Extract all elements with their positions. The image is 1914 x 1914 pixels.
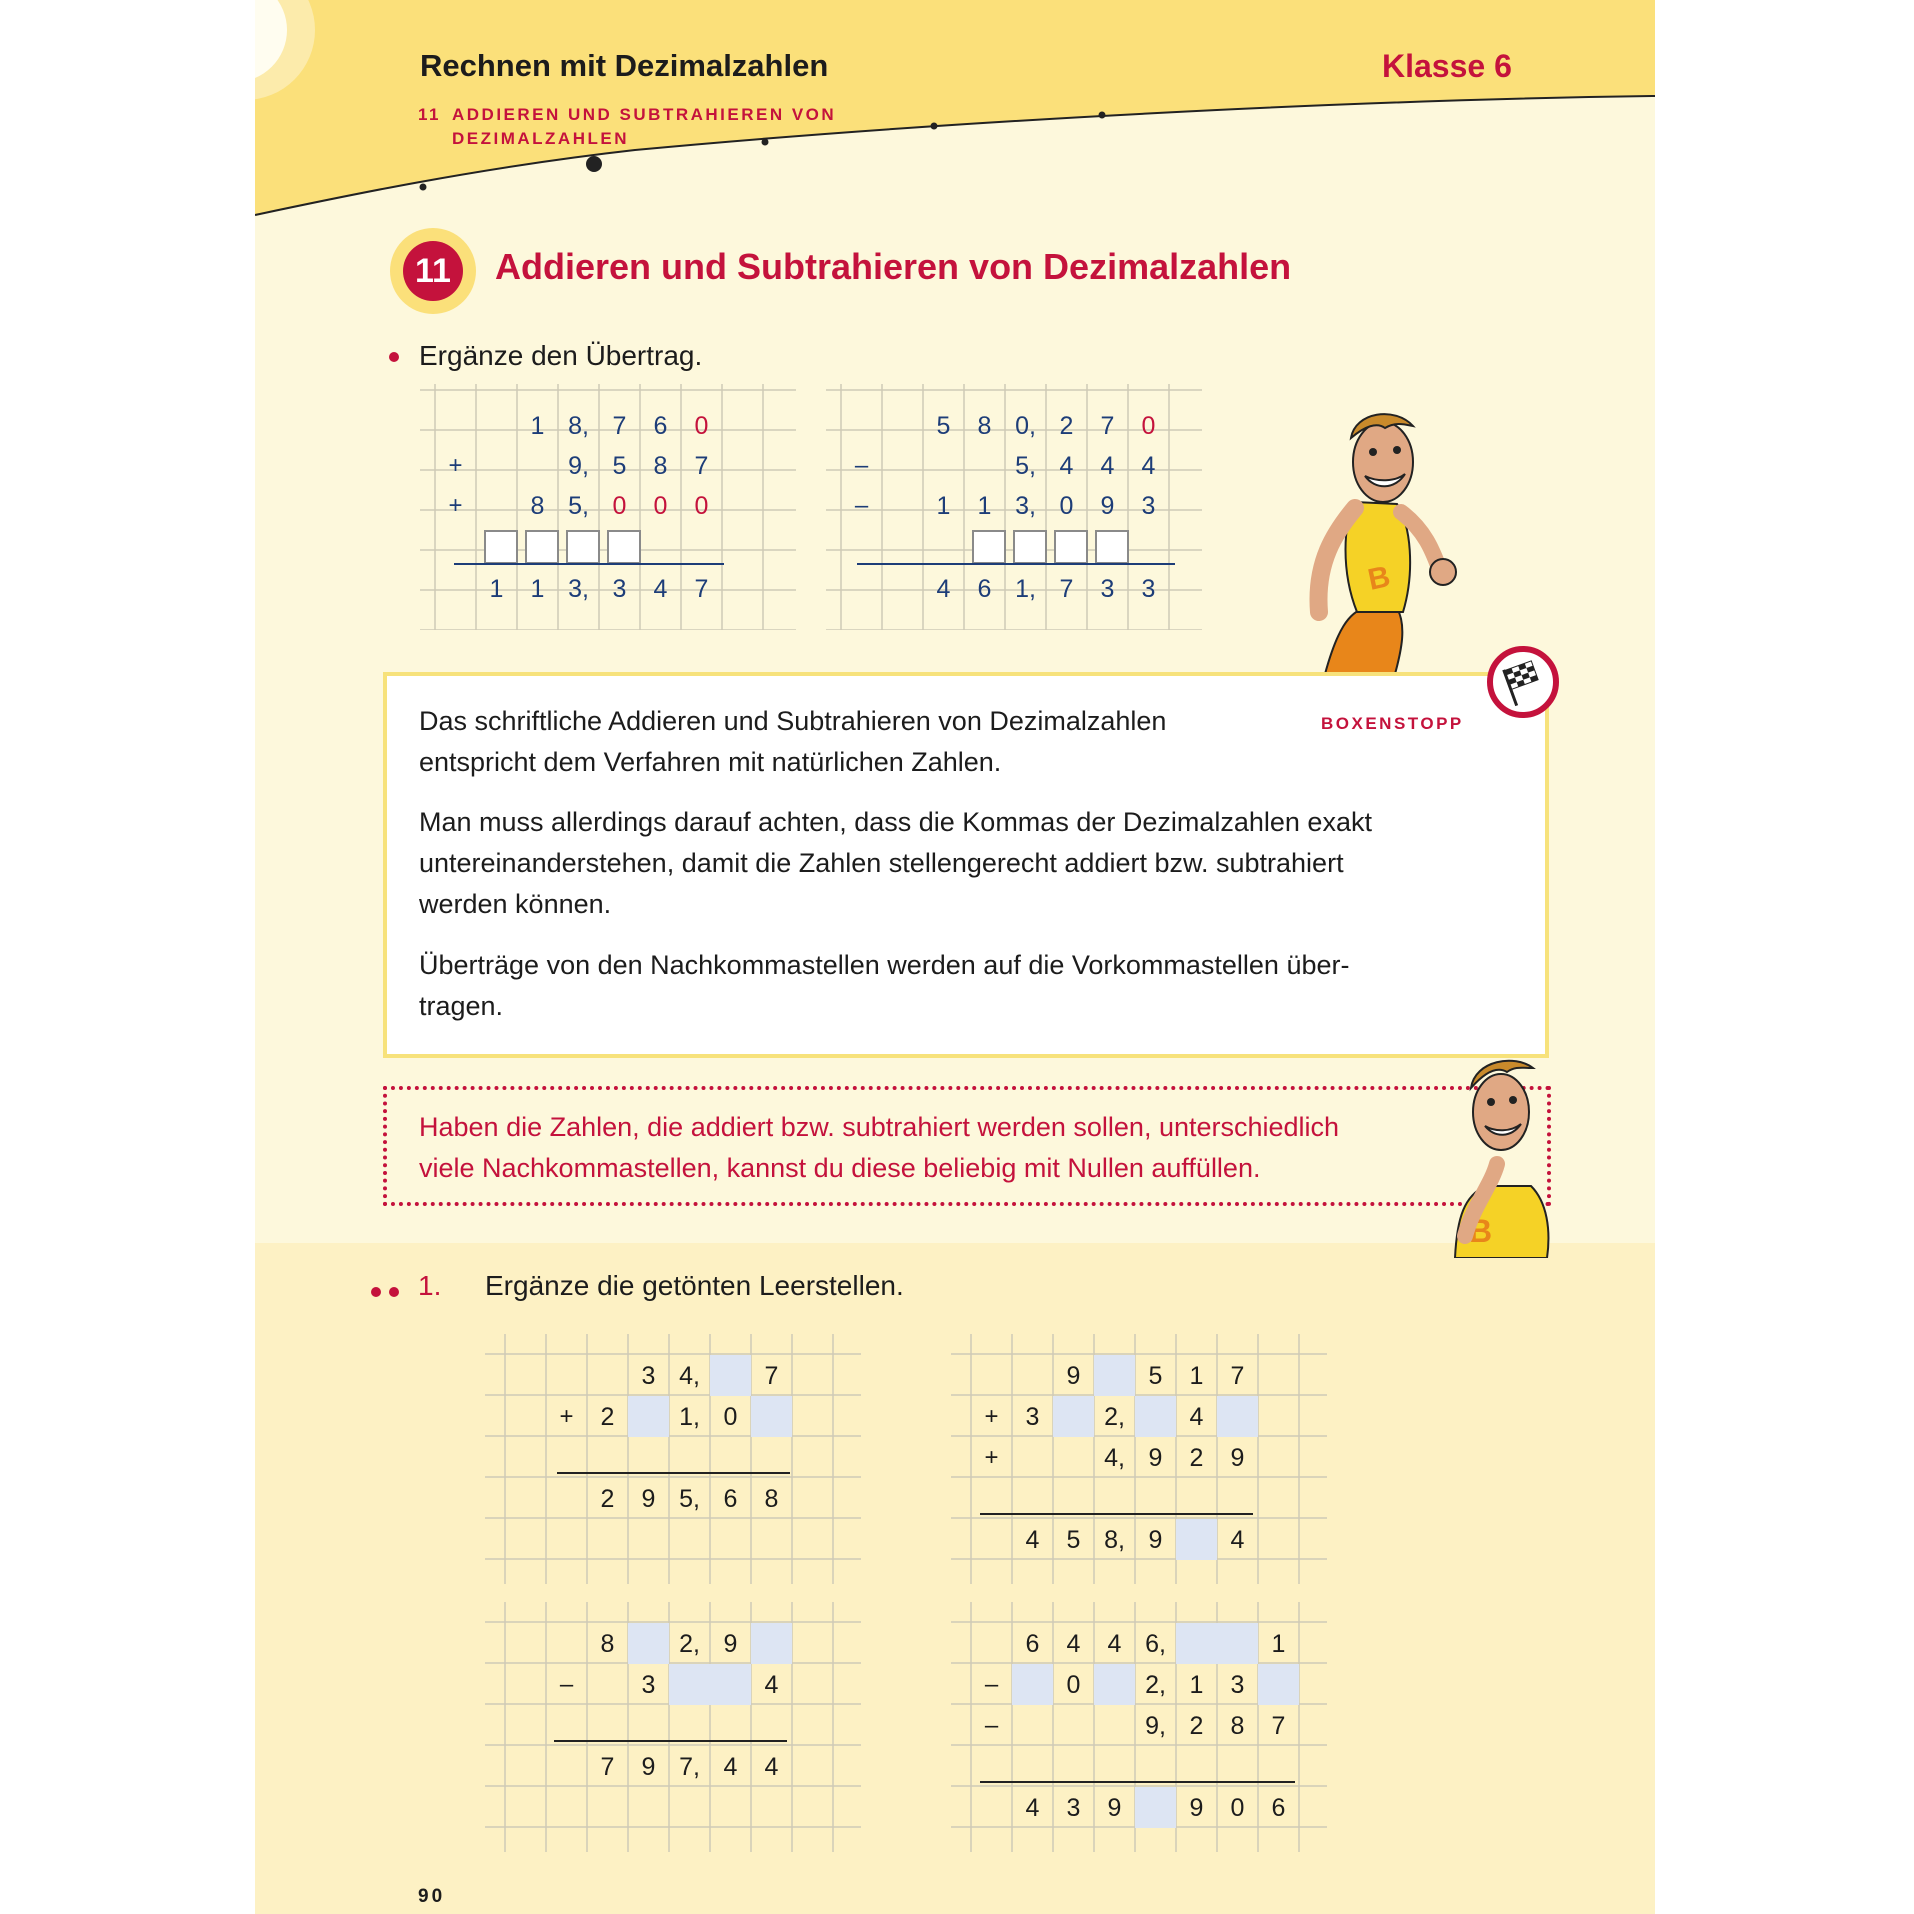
blank-cell-input[interactable] [628,1623,669,1664]
digit: 1 [936,492,951,520]
digit: 5 [612,452,627,480]
digit: 7 [1059,575,1074,603]
grade-label: Klasse 6 [1382,48,1512,84]
digit: 7 [612,412,627,440]
digit: 5, [1015,452,1036,480]
svg-text:B: B [1469,1213,1493,1249]
digit: 6 [977,575,992,603]
bullet-icon [371,1287,381,1297]
minus-sign: – [984,1671,999,1698]
digit: 6 [653,412,668,440]
digit: 2 [600,1485,615,1513]
digit: 9 [723,1630,738,1658]
digit: 6 [1271,1794,1286,1822]
digit: 3 [1025,1403,1040,1431]
page-header-title: Rechnen mit Dezimalzahlen [420,48,829,83]
digit: 8 [764,1485,779,1513]
digit: 4 [653,575,668,603]
sum-line [554,1740,787,1742]
plus-sign: + [448,492,463,519]
digit: 3 [612,575,627,603]
digit: 4 [1025,1526,1040,1554]
digit: 7 [764,1362,779,1390]
text-line: Überträge von den Nachkommastellen werden auf die Vorkommastellen über- [419,950,1350,980]
digit: 6 [1025,1630,1040,1658]
digit: 7 [694,575,709,603]
digit: 5 [936,412,951,440]
svg-text:B: B [1365,560,1394,597]
digit: 4 [723,1753,738,1781]
sum-line [454,563,724,565]
digit-filled-zero: 0 [694,492,709,520]
digit: 8 [977,412,992,440]
digit: 4 [936,575,951,603]
digit: 8, [568,412,589,440]
text-line: Das schriftliche Addieren und Subtrahieren von Dezimalzahlen [419,706,1167,736]
digit: 2, [1145,1671,1166,1699]
blank-cell-input[interactable] [1012,1664,1053,1705]
digit: 4, [679,1362,700,1390]
blank-cell-input[interactable] [1094,1664,1135,1705]
sum-line [980,1513,1253,1515]
digit-filled-zero: 0 [1141,412,1156,440]
text-line: entspricht dem Verfahren mit natürlichen Zahlen. [419,747,1002,777]
boxenstopp-paragraph-1 [419,701,1539,783]
digit: 8 [600,1630,615,1658]
digit: 2 [1189,1712,1204,1740]
carry-input[interactable] [566,530,600,564]
plus-sign: + [448,452,463,479]
digit: 9 [1189,1794,1204,1822]
blank-cell-input[interactable] [1094,1355,1135,1396]
sum-line [557,1472,790,1474]
blank-cell-input[interactable] [751,1623,792,1664]
chapter-number: 11 [418,105,441,124]
digit: 7 [1271,1712,1286,1740]
blank-cell-input[interactable] [1176,1623,1217,1664]
digit: 0 [1066,1671,1081,1699]
digit: 3, [1015,492,1036,520]
digit: 2 [600,1403,615,1431]
digit: 1 [530,412,545,440]
digit: 4 [1141,452,1156,480]
exercise-instruction: Ergänze die getönten Leerstellen. [485,1270,904,1301]
plus-sign: + [559,1403,574,1430]
section-number: 11 [403,241,463,301]
digit: 9, [1145,1712,1166,1740]
worksheet-page [255,0,1655,1914]
blank-cell-input[interactable] [1176,1519,1217,1560]
text-line: viele Nachkommastellen, kannst du diese beliebig mit Nullen auffüllen. [419,1153,1261,1183]
blank-cell-input[interactable] [1135,1787,1176,1828]
digit: 1 [1189,1671,1204,1699]
digit: 6 [723,1485,738,1513]
digit: 7 [1230,1362,1245,1390]
digit: 4 [1107,1630,1122,1658]
plus-sign: + [984,1403,999,1430]
blank-cell-input[interactable] [1217,1623,1258,1664]
carry-input[interactable] [484,530,518,564]
digit: 3 [1230,1671,1245,1699]
carry-input[interactable] [1054,530,1088,564]
blank-cell-input[interactable] [1135,1396,1176,1437]
digit: 0 [1230,1794,1245,1822]
digit: 4 [1189,1403,1204,1431]
text-line: Man muss allerdings darauf achten, dass die Kommas der Dezimalzahlen exakt [419,807,1372,837]
chapter-subtitle [418,103,836,151]
digit: 1 [977,492,992,520]
carry-input[interactable] [607,530,641,564]
digit: 9 [1100,492,1115,520]
digit: 8 [1230,1712,1245,1740]
exercise-number: 1. [418,1270,442,1301]
digit: 6, [1145,1630,1166,1658]
digit-filled-zero: 0 [612,492,627,520]
bullet-icon [389,352,399,362]
digit: 9 [641,1753,656,1781]
digit: 7, [679,1753,700,1781]
intro-instruction: Ergänze den Übertrag. [419,340,703,371]
hint-text [419,1107,1459,1189]
chapter-subtitle-line1: ADDIEREN UND SUBTRAHIEREN VON [452,105,837,124]
digit: 1 [530,575,545,603]
digit: 3 [1141,575,1156,603]
digit: 1 [1189,1362,1204,1390]
bullet-icon [389,1287,399,1297]
blank-cell-input[interactable] [710,1664,751,1705]
text-line: werden können. [419,889,612,919]
sum-line [980,1781,1295,1783]
blank-cell-input[interactable] [669,1664,710,1705]
digit: 8 [653,452,668,480]
digit: 4 [1100,452,1115,480]
mascot-running-illustration [1285,412,1475,674]
blank-cell-input[interactable] [1053,1396,1094,1437]
digit: 4 [1059,452,1074,480]
digit: 2 [1059,412,1074,440]
minus-sign: – [854,452,869,479]
digit: 9 [1148,1526,1163,1554]
digit: 8 [530,492,545,520]
mascot-thinking-illustration [1435,1046,1565,1258]
blank-cell-input[interactable] [1217,1396,1258,1437]
digit: 3 [641,1362,656,1390]
carry-input[interactable] [525,530,559,564]
plus-sign: + [984,1444,999,1471]
digit: 7 [600,1753,615,1781]
carry-input[interactable] [1013,530,1047,564]
boxenstopp-paragraph-3 [419,945,1539,1027]
sum-line [857,563,1175,565]
blank-cell-input[interactable] [628,1396,669,1437]
minus-sign: – [559,1671,574,1698]
digit: 9 [641,1485,656,1513]
digit: 3 [1100,575,1115,603]
digit: 7 [1100,412,1115,440]
digit: 4 [764,1753,779,1781]
digit-filled-zero: 0 [653,492,668,520]
carry-input[interactable] [1095,530,1129,564]
digit: 9 [1066,1362,1081,1390]
text-line: Haben die Zahlen, die addiert bzw. subtrahiert werden sollen, unterschiedlich [419,1112,1340,1142]
digit-filled-zero: 0 [694,412,709,440]
text-line: untereinanderstehen, damit die Zahlen stellengerecht addiert bzw. subtrahiert [419,848,1344,878]
digit: 4 [1025,1794,1040,1822]
minus-sign: – [854,492,869,519]
digit: 5 [1148,1362,1163,1390]
digit: 0 [723,1403,738,1431]
section-title: Addieren und Subtrahieren von Dezimalzahlen [495,246,1292,287]
blank-cell-input[interactable] [710,1355,751,1396]
digit: 5, [568,492,589,520]
digit: 5 [1066,1526,1081,1554]
chapter-subtitle-line2: DEZIMALZAHLEN [452,129,629,148]
minus-sign: – [984,1712,999,1739]
digit: 3 [641,1671,656,1699]
digit: 4 [764,1671,779,1699]
boxenstopp-paragraph-2 [419,802,1539,925]
carry-input[interactable] [972,530,1006,564]
digit: 8, [1104,1526,1125,1554]
digit: 0, [1015,412,1036,440]
digit: 9, [568,452,589,480]
digit: 3 [1141,492,1156,520]
digit: 1, [1015,575,1036,603]
blank-cell-input[interactable] [751,1396,792,1437]
digit: 4 [1230,1526,1245,1554]
text-line: tragen. [419,991,504,1021]
blank-cell-input[interactable] [1258,1664,1299,1705]
digit: 1 [489,575,504,603]
digit: 0 [1059,492,1074,520]
digit: 9 [1148,1444,1163,1472]
digit: 5, [679,1485,700,1513]
digit: 9 [1107,1794,1122,1822]
digit: 4 [1066,1630,1081,1658]
digit: 2, [679,1630,700,1658]
digit: 2 [1189,1444,1204,1472]
digit: 1 [1271,1630,1286,1658]
digit: 1, [679,1403,700,1431]
digit: 2, [1104,1403,1125,1431]
digit: 3, [568,575,589,603]
digit: 4, [1104,1444,1125,1472]
digit: 3 [1066,1794,1081,1822]
digit: 9 [1230,1444,1245,1472]
boxenstopp-tag: BOXENSTOPP [1321,714,1464,733]
digit: 7 [694,452,709,480]
page-number: 90 [418,1886,446,1907]
